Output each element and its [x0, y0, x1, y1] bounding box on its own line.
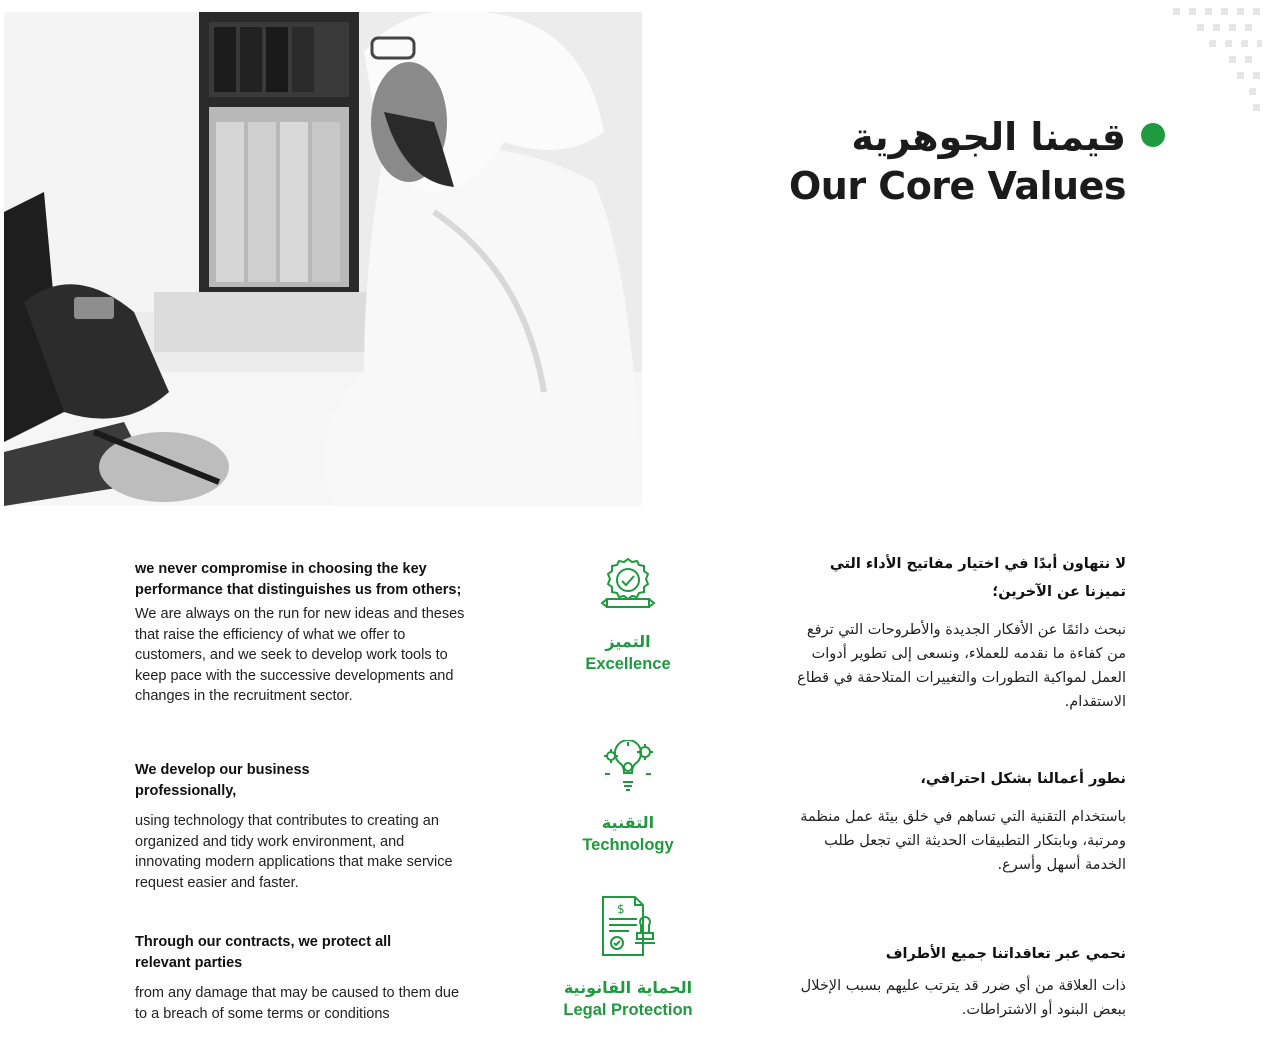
legal-protection-arabic-body: ذات العلاقة من أي ضرر قد يترتب عليهم بسبب الإخلال ببعض البنود أو الاشتراطات.	[800, 978, 1126, 1018]
dot-pattern-decoration	[1153, 0, 1263, 120]
excellence-arabic-text	[796, 550, 1126, 714]
technology-english-body: using technology that contributes to creating an organized and tidy work environment, and innovating modern applications that make service request easier and faster.	[135, 813, 453, 891]
title-bullet-dot	[1141, 123, 1165, 147]
value-legal-protection	[548, 895, 708, 1021]
excellence-english-label: Excellence	[585, 655, 671, 673]
contract-stamp-icon	[597, 895, 659, 961]
title-arabic: قيمنا الجوهرية	[851, 115, 1126, 159]
legal-protection-english-text	[135, 932, 465, 1024]
excellence-arabic-body: نبحث دائمًا عن الأفكار الجديدة والأطروحات التي ترفع من كفاءة ما نقدمه للعملاء، ونسعى إلى تطوير أدوات العمل لمواكبة التطورات والتغييرات المتلاحقة في قطاع الاستقدام.	[797, 622, 1126, 710]
value-technology	[548, 740, 708, 856]
excellence-english-text	[135, 559, 465, 707]
technology-english-label: Technology	[582, 836, 674, 854]
excellence-english-body: We are always on the run for new ideas and theses that raise the efficiency of what we offer to customers, and we seek to develop work tools to keep pace with the successive developments and changes in the recruitment sector.	[135, 606, 465, 704]
page-title	[789, 113, 1126, 211]
legal-protection-arabic-text	[796, 940, 1126, 1022]
value-excellence	[548, 555, 708, 675]
title-english: Our Core Values	[788, 164, 1126, 208]
legal-protection-english-heading: Through our contracts, we protect all relevant parties	[135, 934, 392, 971]
award-badge-icon	[599, 555, 657, 613]
technology-arabic-label: التقنية	[601, 813, 655, 832]
legal-protection-english-body: from any damage that may be caused to them due to a breach of some terms or conditions	[135, 985, 460, 1022]
excellence-english-heading: we never compromise in choosing the key performance that distinguishes us from others;	[135, 561, 462, 598]
technology-english-text	[135, 760, 465, 893]
excellence-arabic-heading: لا نتهاون أبدًا في اختيار مفاتيح الأداء التي تميزنا عن الآخرين؛	[829, 556, 1126, 600]
lightbulb-gear-icon	[599, 740, 657, 800]
svg-text:$: $	[617, 902, 625, 916]
legal-protection-arabic-label: الحماية القانونية	[563, 978, 693, 997]
technology-arabic-heading: نطور أعمالنا بشكل احترافي،	[920, 771, 1126, 787]
technology-arabic-body: باستخدام التقنية التي تساهم في خلق بيئة عمل منظمة ومرتبة، وبابتكار التطبيقات الحديثة التي تجعل طلب الخدمة أسهل وأسرع.	[800, 809, 1126, 873]
office-photo	[4, 12, 642, 506]
excellence-arabic-label: التميز	[605, 632, 651, 651]
legal-protection-arabic-heading: نحمي عبر تعاقداتنا جميع الأطراف	[885, 946, 1126, 962]
technology-arabic-text	[796, 765, 1126, 877]
legal-protection-english-label: Legal Protection	[563, 1001, 693, 1019]
technology-english-heading: We develop our business professionally,	[135, 762, 310, 799]
